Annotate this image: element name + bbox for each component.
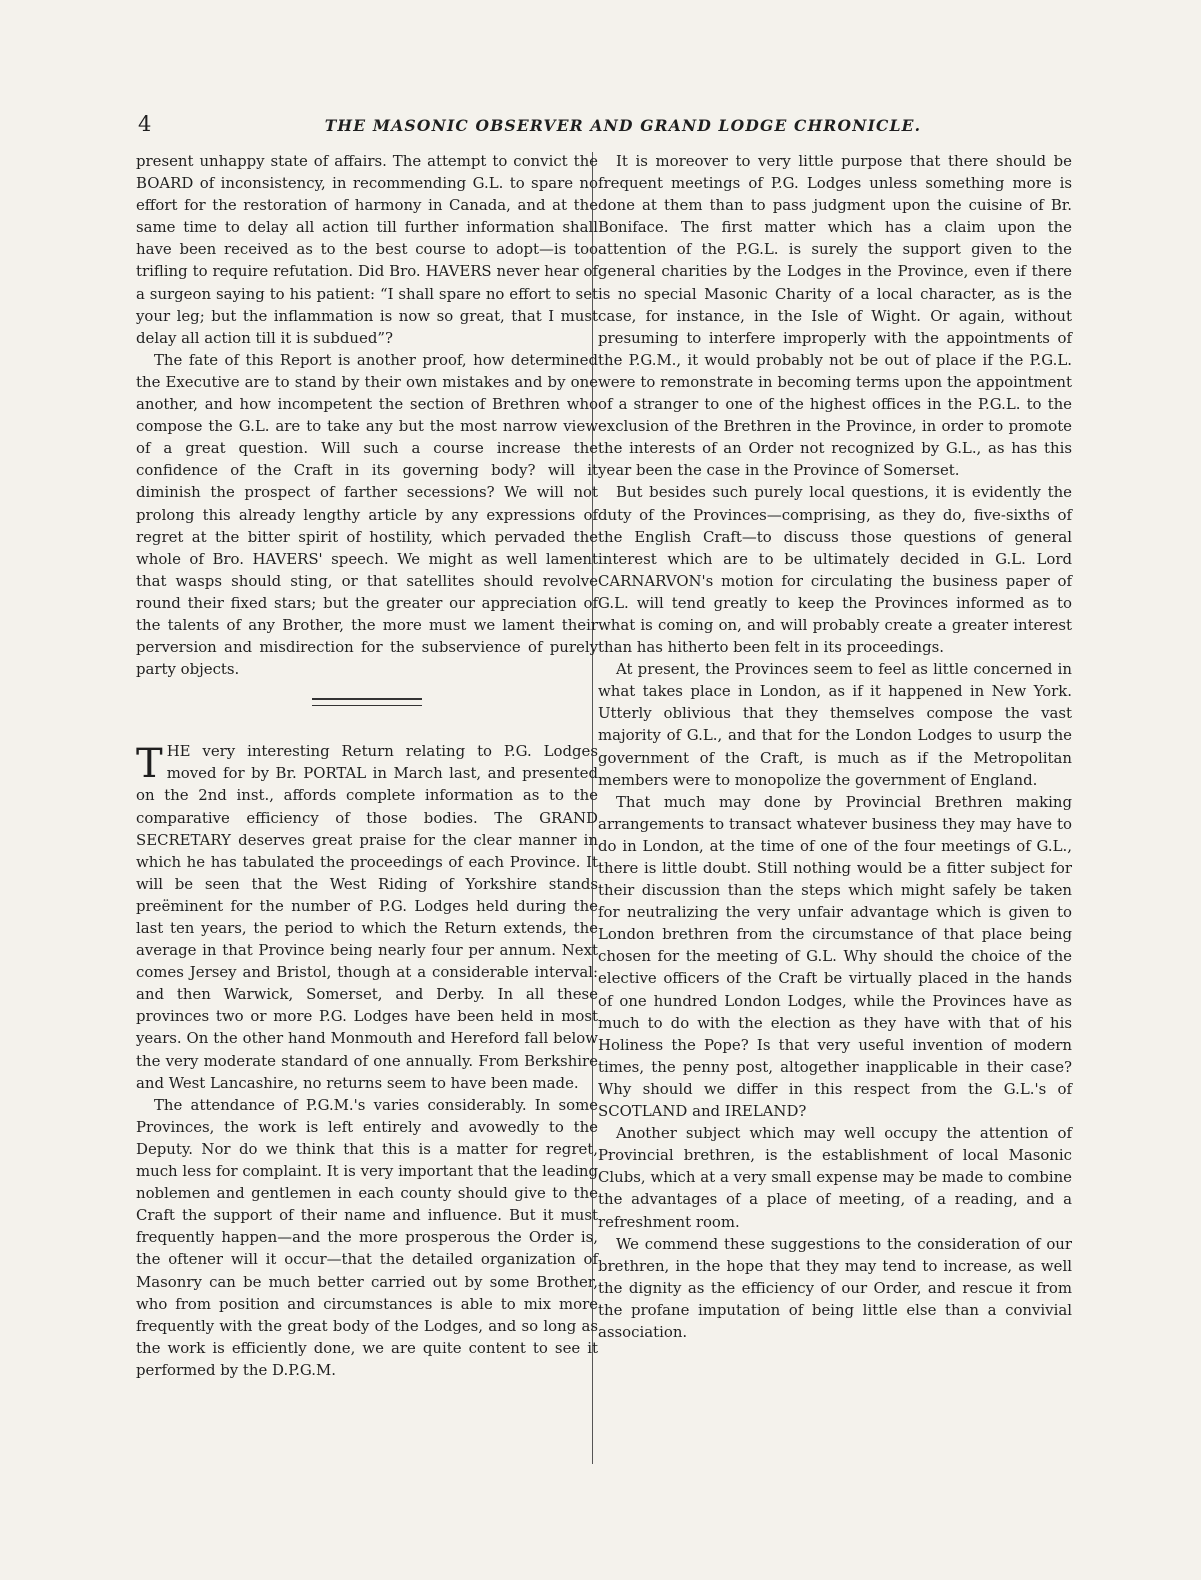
left-column (136, 150, 598, 1381)
paragraph: At present, the Provinces seem to feel as little concerned in what takes place in London, as if it happened in New York. Utterly oblivious that they themselves compose the vast majority of G.L., and that for the London Lodges to usurp the government of the Craft, is much as if the Metropolitan members were to monopolize the government of England. (598, 660, 1072, 789)
page-header (138, 112, 1068, 140)
page-number: 4 (138, 112, 152, 136)
paragraph: present unhappy state of affairs. The attempt to convict the BOARD of inconsistency, in recommending G.L. to spare no effort for the restoration of harmony in Canada, and at the same time to delay all action till further information shall have been received as to the best course to adopt—is too trifling to require refutation. Did Bro. HAVERS never hear of a surgeon saying to his patient: “I shall spare no effort to set your leg; but the inflammation is now so great, that I must delay all action till it is subdued”? (136, 152, 598, 347)
paragraph: The fate of this Report is another proof, how determined the Executive are to stand by their own mistakes and by one another, and how incompetent the section of Brethren who compose the G.L. are to take any but the most narrow view of a great question. Will such a course increase the confidence of the Craft in its governing body? will it diminish the prospect of farther secessions? We will not prolong this already lengthy article by any expressions of regret at the bitter spirit of hostility, which pervaded the whole of Bro. HAVERS' speech. We might as well lament that wasps should sting, or that satellites should revolve round their fixed stars; but the greater our appreciation of the talents of any Brother, the more must we lament their perversion and misdirection for the subservience of purely party objects. (136, 350, 598, 679)
paragraph: But besides such purely local questions, it is evidently the duty of the Provinces—comprising, as they do, five-sixths of the English Craft—to discuss those questions of general interest which are to be ultimately decided in G.L. Lord CARNARVON's motion for circulating the business paper of G.L. will tend greatly to keep the Provinces informed as to what is coming on, and will probably create a greater interest than has hitherto been felt in its proceedings. (598, 483, 1072, 657)
article-opening-text: HE very interesting Return relating to P.G. Lodges moved for by Br. PORTAL in March last, and presented on the 2nd inst., affords complete information as to the comparative efficiency of those bodies. The GRAND SECRETARY deserves great praise for the clear manner in which he has tabulated the proceedings of each Province. It will be seen that the West Riding of Yorkshire stands preëminent for the number of P.G. Lodges held during the last ten years, the period to which the Return extends, the average in that Province being nearly four per annum. Next comes Jersey and Bristol, though at a considerable interval: and then Warwick, Somerset, and Derby. In all these provinces two or more P.G. Lodges have been held in most years. On the other hand Monmouth and Hereford fall below the very moderate standard of one annually. From Berkshire and West Lancashire, no returns seem to have been made. (136, 742, 598, 1092)
article-opening-paragraph (136, 740, 598, 1094)
drop-cap: T (136, 741, 163, 788)
paragraph: It is moreover to very little purpose that there should be frequent meetings of P.G. Lodges unless something more is done at them than to pass judgment upon the cuisine of Br. Boniface. The first matter which has a claim upon the attention of the P.G.L. is surely the support given to the general charities by the Lodges in the Province, even if there is no special Masonic Charity of a local character, as is the case, for instance, in the Isle of Wight. Or again, without presuming to interfere improperly with the appointments of the P.G.M., it would probably not be out of place if the P.G.L. were to remonstrate in becoming terms upon the appointment of a stranger to one of the highest offices in the P.G.L. to the exclusion of the Brethren in the Province, in order to promote the interests of an Order not recognized by G.L., as has this year been the case in the Province of Somerset. (598, 152, 1072, 480)
section-separator (312, 698, 422, 706)
paragraph: That much may done by Provincial Brethren making arrangements to transact whatever business they may have to do in London, at the time of one of the four meetings of G.L., there is little doubt. Still nothing would be a fitter subject for their discussion than the steps which might safely be taken for neutralizing the very unfair advantage which is given to London brethren from the circumstance of that place being chosen for the meeting of G.L. Why should the choice of the elective officers of the Craft be virtually placed in the hands of one hundred London Lodges, while the Provinces have as much to do with the election as they have with that of his Holiness the Pope? Is that very useful invention of modern times, the penny post, altogether inapplicable in their case? Why should we differ in this respect from the G.L.'s of SCOTLAND and IRELAND? (598, 792, 1072, 1121)
paragraph: We commend these suggestions to the consideration of our brethren, in the hope that they may tend to increase, as well the dignity as the efficiency of our Order, and rescue it from the profane imputation of being little else than a convivial association. (598, 1234, 1072, 1341)
paragraph: Another subject which may well occupy the attention of Provincial brethren, is the establishment of local Masonic Clubs, which at a very small expense may be made to combine the advantages of a place of meeting, of a reading, and a refreshment room. (598, 1124, 1072, 1231)
paragraph: The attendance of P.G.M.'s varies considerably. In some Provinces, the work is left entirely and avowedly to the Deputy. Nor do we think that this is a matter for regret, much less for complaint. It is very important that the leading noblemen and gentlemen in each county should give to the Craft the support of their name and influence. But it must frequently happen—and the more prosperous the Order is, the oftener will it occur—that the detailed organization of Masonry can be much better carried out by some Brother, who from position and circumstances is able to mix more frequently with the great body of the Lodges, and so long as the work is efficiently done, we are quite content to see it performed by the D.P.G.M. (136, 1095, 598, 1379)
right-column (598, 150, 1072, 1343)
running-title: THE MASONIC OBSERVER AND GRAND LODGE CHRONICLE. (324, 116, 922, 135)
